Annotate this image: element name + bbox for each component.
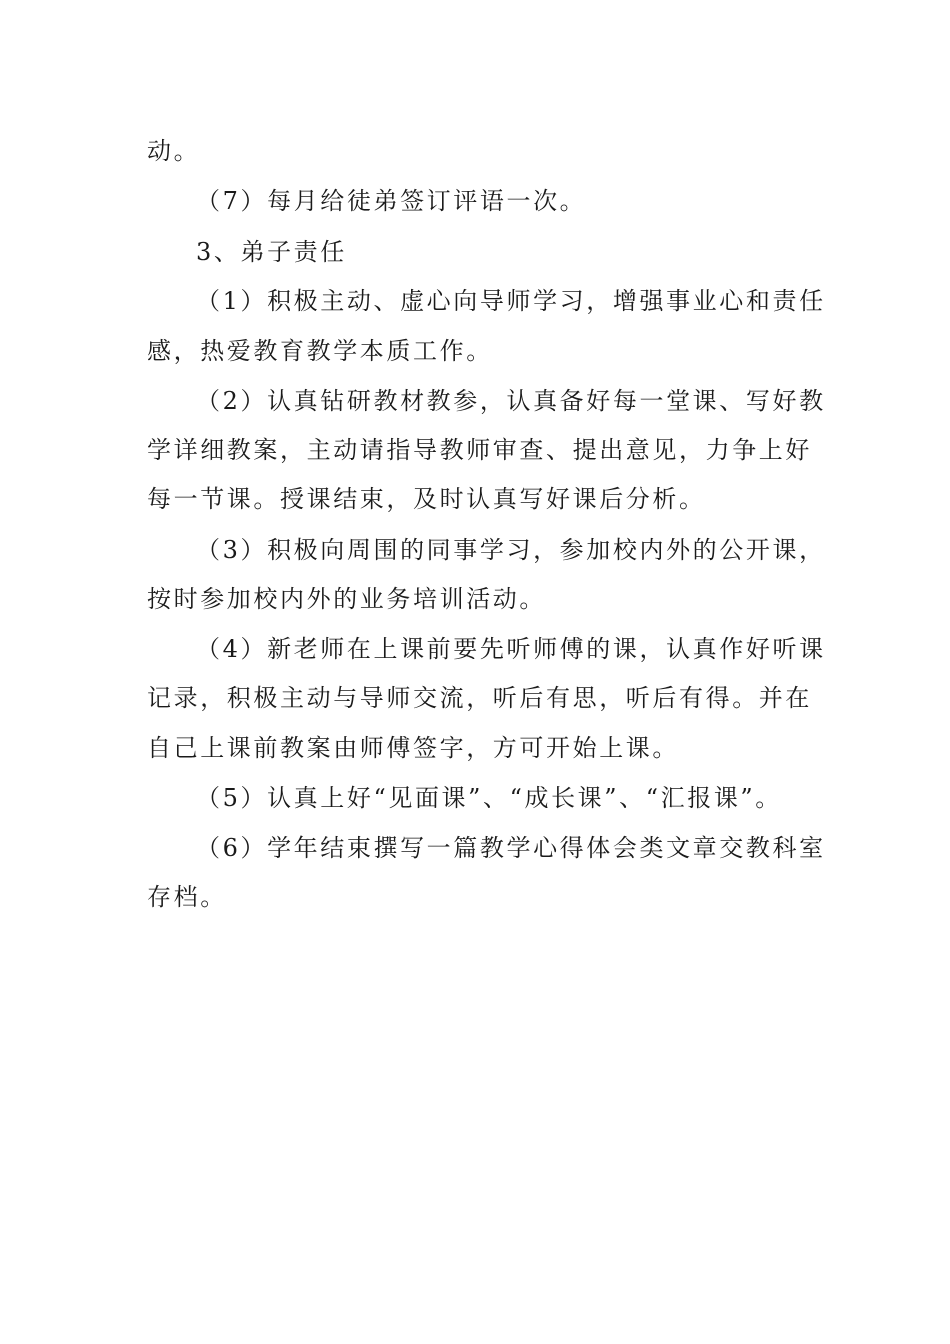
paragraph-line: 自己上课前教案由师傅签字，方可开始上课。 (147, 734, 679, 762)
paragraph-line: 存档。 (147, 883, 227, 911)
paragraph-line: （3）积极向周围的同事学习，参加校内外的公开课， (196, 536, 826, 564)
paragraph-line: （4）新老师在上课前要先听师傅的课，认真作好听课 (196, 635, 826, 663)
paragraph-line: 学详细教案，主动请指导教师审查、提出意见，力争上好 (147, 436, 812, 464)
section-heading: 3、弟子责任 (196, 238, 347, 266)
paragraph-line: 记录，积极主动与导师交流，听后有思，听后有得。并在 (147, 684, 812, 712)
paragraph-line: （5）认真上好“见面课”、“成长课”、“汇报课”。 (196, 784, 782, 812)
paragraph-line: 每一节课。授课结束，及时认真写好课后分析。 (147, 485, 706, 513)
paragraph-line: 感，热爱教育教学本质工作。 (147, 337, 493, 365)
paragraph-line: 按时参加校内外的业务培训活动。 (147, 585, 546, 613)
paragraph-line: 动。 (147, 137, 201, 165)
paragraph-line: （1）积极主动、虚心向导师学习，增强事业心和责任 (196, 287, 826, 315)
paragraph-line: （7）每月给徒弟签订评语一次。 (196, 187, 587, 215)
paragraph-line: （6）学年结束撰写一篇教学心得体会类文章交教科室 (196, 834, 826, 862)
paragraph-line: （2）认真钻研教材教参，认真备好每一堂课、写好教 (196, 387, 826, 415)
